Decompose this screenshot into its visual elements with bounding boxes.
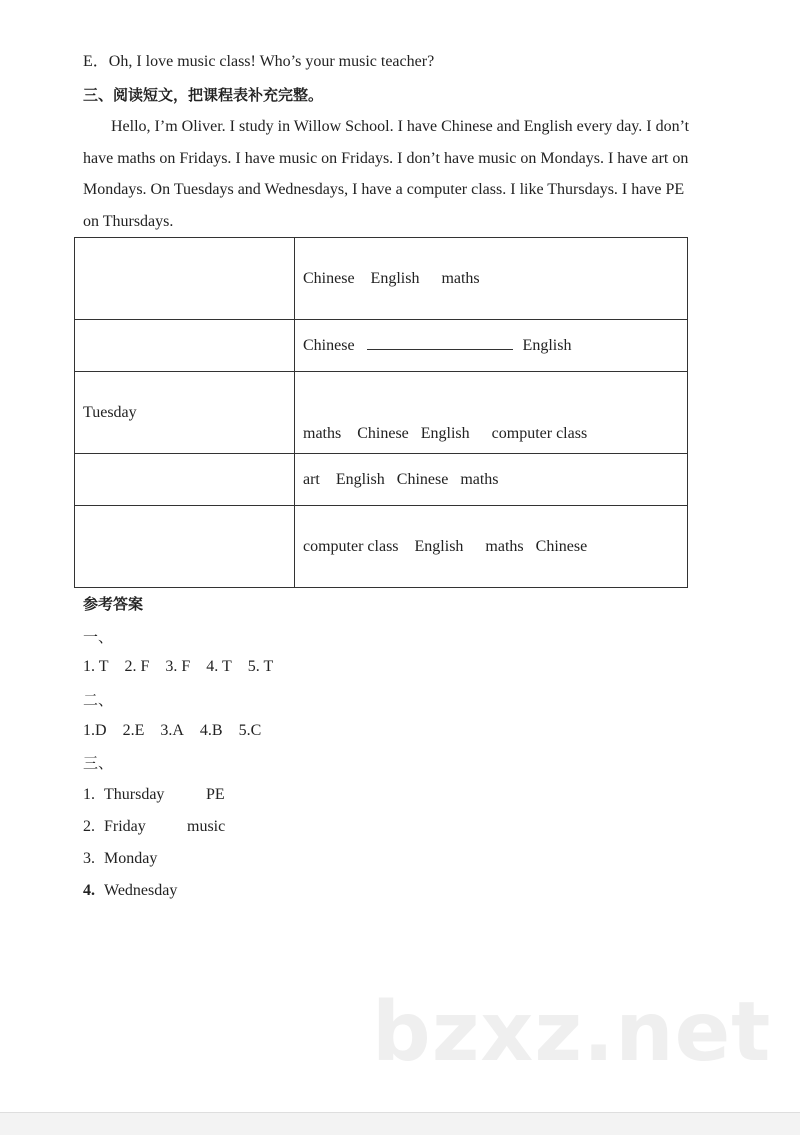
answer-item: 1.D bbox=[83, 722, 107, 739]
subject: Chinese bbox=[303, 336, 355, 354]
answer-number: 3. bbox=[83, 850, 95, 867]
answer-number: 2. bbox=[83, 818, 95, 835]
answers-part3-item bbox=[83, 881, 178, 901]
subject: Chinese bbox=[535, 537, 588, 555]
answer-item: 5. T bbox=[247, 658, 274, 675]
subjects-cell bbox=[295, 320, 688, 372]
subject: English bbox=[335, 470, 385, 488]
passage-line-3: Mondays. On Tuesdays and Wednesdays, I have a computer class. I like Thursdays. I have PE bbox=[83, 181, 685, 198]
option-e: E．Oh, I love music class! Who’s your music teacher? bbox=[83, 53, 435, 70]
answer-item: 2.E bbox=[122, 722, 145, 739]
answers-part1-label: 一、 bbox=[83, 628, 114, 646]
table-row bbox=[75, 320, 688, 372]
subject: maths bbox=[303, 425, 342, 442]
answer-number: 4. bbox=[83, 882, 95, 899]
passage-line-2: have maths on Fridays. I have music on Fridays. I don’t have music on Mondays. I have art on bbox=[83, 149, 689, 167]
answer-subject: music bbox=[187, 818, 226, 835]
answer-day: Friday bbox=[104, 818, 146, 835]
subject: Chinese bbox=[396, 470, 449, 488]
schedule-table bbox=[74, 237, 688, 588]
table-row bbox=[75, 238, 688, 320]
answers-part1 bbox=[83, 657, 273, 677]
answers-part3-item bbox=[83, 849, 158, 869]
answer-item: 3.A bbox=[160, 722, 184, 739]
answers-part2 bbox=[83, 721, 261, 741]
page-bottom-bar bbox=[0, 1112, 800, 1135]
answers-part3-label: 三、 bbox=[83, 754, 114, 772]
answer-day: Monday bbox=[104, 850, 158, 867]
section3-heading: 三、阅读短文，把课程表补充完整。 bbox=[83, 86, 324, 104]
watermark-logo: bzxz.net bbox=[372, 985, 772, 1080]
subject: maths bbox=[460, 470, 499, 488]
subject: English bbox=[414, 537, 464, 555]
fill-in-blank[interactable] bbox=[367, 337, 513, 350]
answer-item: 4. T bbox=[206, 658, 232, 675]
answer-day: Wednesday bbox=[104, 882, 178, 899]
answers-part3-item bbox=[83, 785, 225, 805]
subject: English bbox=[420, 425, 470, 442]
answer-subject: PE bbox=[206, 786, 225, 803]
subjects-cell bbox=[295, 372, 688, 454]
day-cell[interactable] bbox=[75, 238, 295, 320]
answers-part3-item bbox=[83, 817, 226, 837]
passage-line-4: on Thursdays. bbox=[83, 212, 174, 230]
day-cell[interactable] bbox=[75, 320, 295, 372]
subject: maths bbox=[441, 269, 480, 287]
subject: maths bbox=[485, 537, 524, 555]
day-cell[interactable] bbox=[75, 506, 295, 588]
answer-item: 5.C bbox=[238, 722, 262, 739]
table-row bbox=[75, 372, 688, 454]
subject: art bbox=[303, 470, 320, 488]
answer-number: 1. bbox=[83, 786, 95, 803]
day-cell[interactable] bbox=[75, 454, 295, 506]
answer-item: 2. F bbox=[124, 658, 150, 675]
subject: English bbox=[522, 336, 572, 354]
answers-heading: 参考答案 bbox=[83, 595, 144, 613]
table-row bbox=[75, 506, 688, 588]
subjects-cell bbox=[295, 454, 688, 506]
table-row bbox=[75, 454, 688, 506]
subject: computer class bbox=[491, 425, 588, 442]
subjects-cell bbox=[295, 506, 688, 588]
answer-item: 1. T bbox=[83, 658, 109, 675]
subject: Chinese bbox=[303, 269, 355, 287]
subjects-cell bbox=[295, 238, 688, 320]
answer-item: 4.B bbox=[199, 722, 223, 739]
answer-item: 3. F bbox=[165, 658, 191, 675]
subject: computer class bbox=[303, 537, 399, 555]
subject: English bbox=[370, 269, 420, 287]
reading-passage bbox=[83, 111, 723, 237]
passage-line-1: Hello, I’m Oliver. I study in Willow School. I have Chinese and English every day. I don’t bbox=[111, 118, 690, 135]
day-cell: Tuesday bbox=[75, 372, 295, 454]
answer-day: Thursday bbox=[104, 786, 165, 803]
subject: Chinese bbox=[357, 425, 409, 442]
answers-part2-label: 二、 bbox=[83, 691, 114, 709]
